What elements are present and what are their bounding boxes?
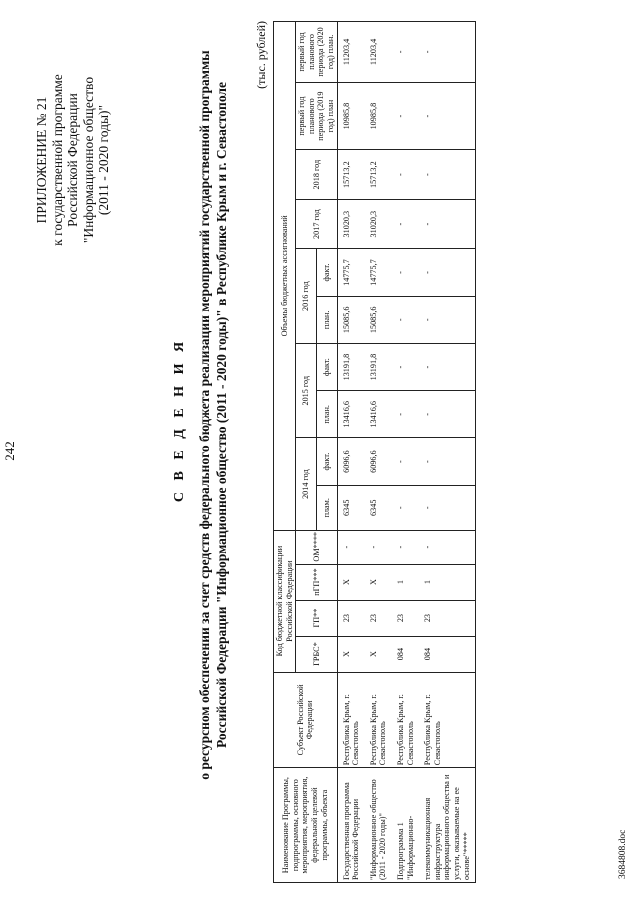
cell-fact-2014: - <box>419 438 475 485</box>
cell-2017: - <box>392 199 419 249</box>
cell-plan-2016: 15085,6 <box>365 296 392 343</box>
cell-gp: 23 <box>392 600 419 636</box>
header-volumes: Объемы бюджетных ассигнований <box>274 22 296 531</box>
cell-fact-2015: - <box>419 343 475 390</box>
cell-plan-2015: 13416,6 <box>365 391 392 438</box>
header-2015: 2015 год <box>296 343 317 438</box>
cell-fact-2014: - <box>392 438 419 485</box>
cell-subject: Республика Крым, г. Севастополь <box>392 672 419 768</box>
appendix-line: (2011 - 2020 годы)" <box>96 104 111 216</box>
cell-om: - <box>365 530 392 564</box>
header-fact-2016: факт. <box>316 249 337 296</box>
cell-2017: - <box>419 199 475 249</box>
appendix-line: к государственной программе <box>49 74 65 246</box>
cell-2019: 10985,8 <box>337 82 365 150</box>
cell-plan-2014: - <box>392 485 419 530</box>
cell-2017: 31020,3 <box>337 199 365 249</box>
cell-plan-2015: - <box>392 391 419 438</box>
appendix-line: ПРИЛОЖЕНИЕ № 21 <box>34 96 49 224</box>
footer-filename: 3684808.doc <box>618 829 628 879</box>
header-plan-2016: план. <box>316 296 337 343</box>
header-name: Наименование Программы, подпрограммы, основного мероприятия, мероприятия, федеральной целевой программы, объекта <box>274 768 338 883</box>
header-2018: 2018 год <box>296 150 337 200</box>
header-2020: первый год планового периода (2020 год) план. <box>296 22 337 83</box>
cell-subject: Республика Крым, г. Севастополь <box>337 672 365 768</box>
cell-2018: - <box>419 150 475 200</box>
cell-fact-2015: 13191,8 <box>337 343 365 390</box>
cell-2020: 11203,4 <box>337 22 365 83</box>
cell-grbs: 084 <box>392 636 419 672</box>
cell-2019: 10985,8 <box>365 82 392 150</box>
cell-grbs: 084 <box>419 636 475 672</box>
cell-name: Подпрограмма 1 "Информационно- <box>392 768 419 883</box>
appendix-line: "Информационное общество <box>80 76 96 244</box>
header-fact-2015: факт. <box>316 343 337 390</box>
header-om: ОМ**** <box>296 530 337 564</box>
table-row <box>419 22 475 883</box>
title-line: о ресурсном обеспечении за счет средств федерального бюджета реализации мероприятий государственной программы <box>197 50 212 780</box>
header-2017: 2017 год <box>296 199 337 249</box>
cell-fact-2016: - <box>419 249 475 296</box>
header-fact-2014: факт. <box>316 438 337 485</box>
cell-name: Государственная программа Российской Федерации <box>337 768 365 883</box>
cell-fact-2014: 6096,6 <box>337 438 365 485</box>
cell-plan-2016: 15085,6 <box>337 296 365 343</box>
header-gp: ГП** <box>296 600 337 636</box>
cell-2017: 31020,3 <box>365 199 392 249</box>
header-2019: первый год планового периода (2019 год) план <box>296 82 337 150</box>
cell-om: - <box>419 530 475 564</box>
cell-plan-2014: - <box>419 485 475 530</box>
cell-om: - <box>392 530 419 564</box>
cell-2019: - <box>419 82 475 150</box>
cell-plan-2015: - <box>419 391 475 438</box>
cell-plan-2016: - <box>419 296 475 343</box>
header-plan-2014: плам. <box>316 485 337 530</box>
cell-fact-2016: 14775,7 <box>337 249 365 296</box>
cell-name: "Информационное общество (2011 - 2020 годы)" <box>365 768 392 883</box>
header-grbs: ГРБС* <box>296 636 337 672</box>
cell-2020: 11203,4 <box>365 22 392 83</box>
table-row <box>392 22 419 883</box>
cell-subject: Республика Крым, г. Севастополь <box>365 672 392 768</box>
cell-2018: 15713,2 <box>337 150 365 200</box>
table-row <box>337 22 365 883</box>
cell-gp: 23 <box>337 600 365 636</box>
cell-pgp: X <box>365 564 392 600</box>
cell-2020: - <box>419 22 475 83</box>
cell-2018: - <box>392 150 419 200</box>
header-2014: 2014 год <box>296 438 317 530</box>
cell-pgp: 1 <box>392 564 419 600</box>
cell-om: - <box>337 530 365 564</box>
units-label: (тыс. рублей) <box>254 21 268 89</box>
header-code: Код бюджетной классификации Российской Федерации <box>274 530 296 672</box>
table-row <box>365 22 392 883</box>
cell-fact-2015: - <box>392 343 419 390</box>
page-number: 242 <box>2 441 17 461</box>
cell-pgp: X <box>337 564 365 600</box>
cell-gp: 23 <box>365 600 392 636</box>
header-subject: Субъект Российской Федерации <box>274 672 338 768</box>
cell-plan-2016: - <box>392 296 419 343</box>
cell-2019: - <box>392 82 419 150</box>
header-plan-2015: план. <box>316 391 337 438</box>
cell-gp: 23 <box>419 600 475 636</box>
cell-fact-2015: 13191,8 <box>365 343 392 390</box>
header-2016: 2016 год <box>296 249 317 344</box>
appendix-line: Российской Федерации <box>65 93 80 227</box>
cell-plan-2014: 6345 <box>337 485 365 530</box>
cell-fact-2016: 14775,7 <box>365 249 392 296</box>
cell-fact-2014: 6096,6 <box>365 438 392 485</box>
document-title <box>196 25 230 805</box>
resource-table <box>273 21 476 883</box>
cell-grbs: X <box>365 636 392 672</box>
cell-name: телекоммуникационная инфраструктура информационного общества и услуги, оказываемые на ее основе"***** <box>419 768 475 883</box>
cell-2018: 15713,2 <box>365 150 392 200</box>
cell-fact-2016: - <box>392 249 419 296</box>
appendix-header <box>34 25 112 295</box>
document-heading: С В Е Д Е Н И Я <box>172 337 187 503</box>
cell-plan-2015: 13416,6 <box>337 391 365 438</box>
cell-grbs: X <box>337 636 365 672</box>
header-pgp: пГП*** <box>296 564 337 600</box>
cell-subject: Республика Крым, г. Севастополь <box>419 672 475 768</box>
cell-2020: - <box>392 22 419 83</box>
cell-pgp: 1 <box>419 564 475 600</box>
cell-plan-2014: 6345 <box>365 485 392 530</box>
title-line: Российской Федерации "Информационное общество (2011 - 2020 годы)" в Республике Крым и г. Севастополе <box>214 82 229 748</box>
